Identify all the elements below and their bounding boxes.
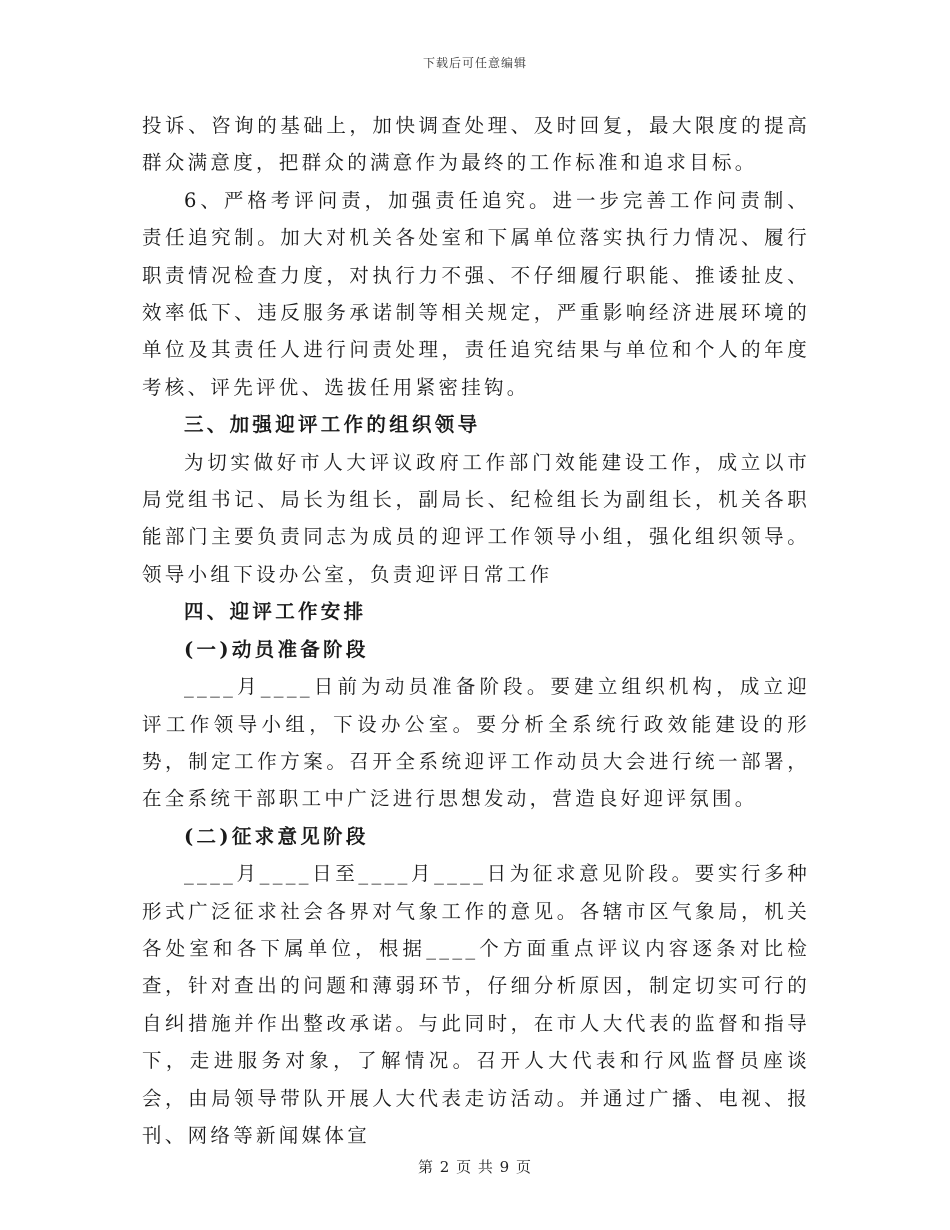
- paragraph-feedback: ____月____日至____月____日为征求意见阶段。要实行多种形式广泛征求社会各界对气象工作的意见。各辖市区气象局，机关各处室和各下属单位，根据____个方面重点评议内容逐条对比检查，针对查出的问题和薄弱环节，仔细分析原因，制定切实可行的自纠措施并作出整改承诺。与此同时，在市人大代表的监督和指导下，走进服务对象，了解情况。召开人大代表和行风监督员座谈会，由局领导带队开展人大代表走访活动。并通过广播、电视、报刊、网络等新闻媒体宣: [142, 862, 810, 1147]
- paragraph-item-6: 6、严格考评问责，加强责任追究。进一步完善工作问责制、责任追究制。加大对机关各处室和下属单位落实执行力情况、履行职责情况检查力度，对执行力不强、不仔细履行职能、推诿扯皮、效率低下、违反服务承诺制等相关规定，严重影响经济进展环境的单位及其责任人进行问责处理，责任追究结果与单位和个人的年度考核、评先评优、选拔任用紧密挂钩。: [142, 188, 810, 399]
- paragraph-organization: 为切实做好市人大评议政府工作部门效能建设工作，成立以市局党组书记、局长为组长，副局长、纪检组长为副组长，机关各职能部门主要负责同志为成员的迎评工作领导小组，强化组织领导。领导小组下设办公室，负责迎评日常工作: [142, 450, 810, 586]
- subsection-heading-1: (一)动员准备阶段: [184, 637, 369, 661]
- document-body: [142, 107, 810, 1154]
- subsection-heading-2: (二)征求意见阶段: [184, 824, 369, 848]
- page-number: 第 2 页 共 9 页: [418, 1158, 532, 1176]
- section-heading-4: 四、迎评工作安排: [184, 600, 367, 624]
- section-heading-3: 三、加强迎评工作的组织领导: [184, 413, 481, 437]
- paragraph-preparation: ____月____日前为动员准备阶段。要建立组织机构，成立迎评工作领导小组，下设办公室。要分析全系统行政效能建设的形势，制定工作方案。召开全系统迎评工作动员大会进行统一部署，在全系统干部职工中广泛进行思想发动，营造良好迎评氛围。: [142, 675, 810, 811]
- page-header: 下载后可任意编辑: [422, 56, 527, 70]
- paragraph-continuation: 投诉、咨询的基础上，加快调查处理、及时回复，最大限度的提高群众满意度，把群众的满意作为最终的工作标准和追求目标。: [142, 114, 810, 175]
